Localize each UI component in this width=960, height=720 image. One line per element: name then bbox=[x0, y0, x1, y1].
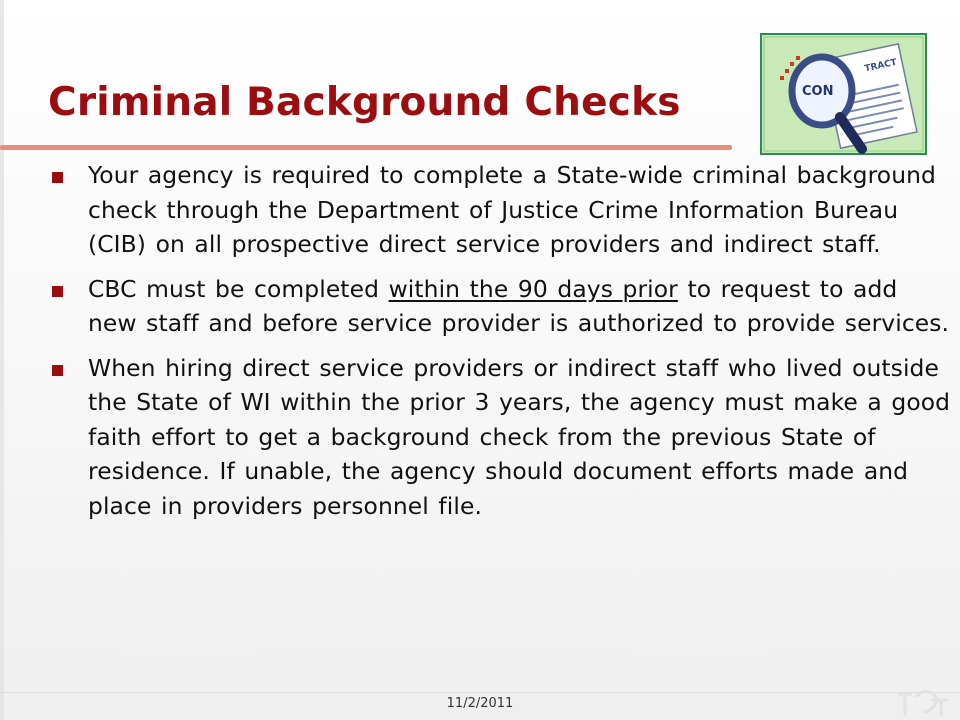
bullet-text: Your agency is required to complete a State-wide criminal background check through the Department of Justice Crime Information Bureau (CIB) on all prospective direct service providers and indirect staff. bbox=[88, 161, 936, 258]
svg-text:TRACT: TRACT bbox=[863, 57, 898, 75]
list-item bbox=[48, 158, 953, 262]
underlined-phrase: within the 90 days prior bbox=[388, 274, 678, 303]
left-edge-band bbox=[0, 0, 4, 720]
slide-title: Criminal Background Checks bbox=[48, 80, 681, 125]
title-underline-rule bbox=[0, 145, 732, 150]
footer-divider bbox=[0, 692, 960, 693]
magnifier-contract-icon bbox=[760, 33, 927, 155]
bullet-list bbox=[48, 158, 953, 533]
watermark-logo-icon bbox=[893, 684, 951, 718]
list-item bbox=[48, 351, 953, 524]
footer-date: 11/2/2011 bbox=[446, 696, 514, 711]
list-item bbox=[48, 272, 953, 341]
square-bullet-icon bbox=[52, 172, 63, 183]
bullet-text: When hiring direct service providers or indirect staff who lived outside the State of WI within the prior 3 years, the agency must make a good faith effort to get a background check from the previous State of residence. If unable, the agency should document efforts made and place in providers personnel file. bbox=[88, 353, 951, 520]
square-bullet-icon bbox=[52, 365, 63, 376]
bullet-text-tail: to request to add new staff and before service provider is authorized to provide services. bbox=[88, 274, 950, 337]
square-bullet-icon bbox=[52, 286, 63, 297]
bullet-text-lead: CBC must be completed bbox=[88, 274, 389, 303]
svg-text:CON: CON bbox=[802, 84, 834, 99]
